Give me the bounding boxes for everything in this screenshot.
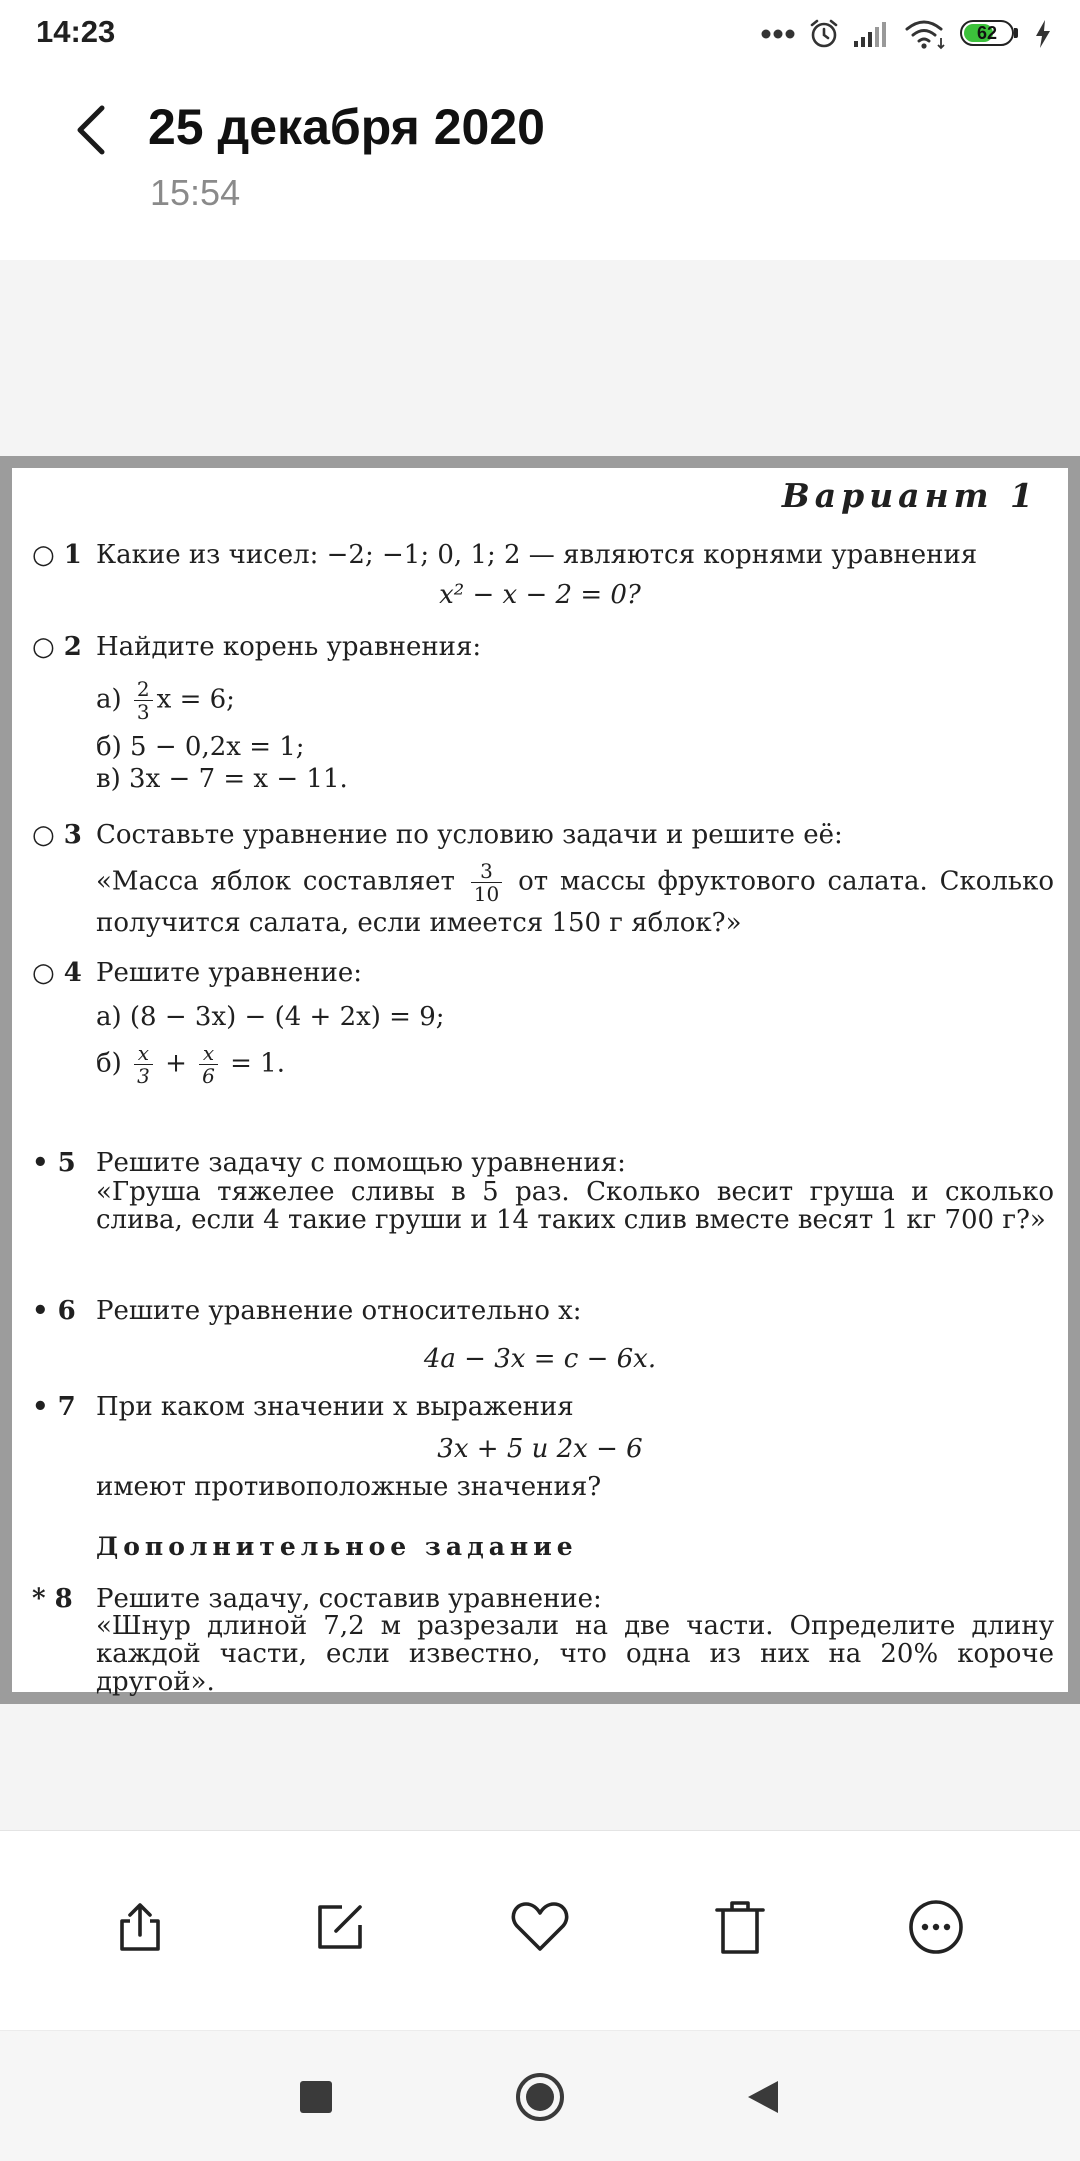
task3-paragraph <box>96 860 1054 941</box>
status-icons <box>760 14 1052 54</box>
wifi-icon <box>904 18 948 50</box>
back-icon <box>744 2078 780 2116</box>
battery-level: 62 <box>976 23 998 43</box>
charging-icon <box>1034 19 1052 49</box>
fraction-numerator: 2 <box>134 678 153 701</box>
back-nav-button[interactable] <box>730 2065 794 2129</box>
header <box>0 66 1080 261</box>
system-nav-bar <box>0 2030 1080 2161</box>
chevron-left-icon <box>73 104 107 156</box>
task4-text: Решите уравнение: <box>96 958 363 988</box>
page-title: 25 декабря 2020 <box>148 99 545 155</box>
task2-marker: ○ 2 <box>32 632 82 662</box>
recents-icon <box>298 2079 334 2115</box>
task2-a-rest: x = 6; <box>156 684 235 715</box>
worksheet-page <box>12 468 1068 1697</box>
back-button[interactable] <box>62 96 118 164</box>
task7-marker: • 7 <box>32 1392 76 1422</box>
variant-heading: Вариант 1 <box>781 476 1038 515</box>
fraction-denominator: 6 <box>202 1064 215 1088</box>
task6-text: Решите уравнение относительно x: <box>96 1296 582 1326</box>
task3-text-start: «Масса яблок составляет <box>96 866 455 897</box>
task3-text: Составьте уравнение по условию задачи и решите её: <box>96 820 843 850</box>
more-button[interactable] <box>896 1887 976 1967</box>
photo[interactable] <box>0 456 1080 1704</box>
fraction-numerator: x <box>199 1042 218 1065</box>
task2-c: в) 3x − 7 = x − 11. <box>96 764 348 794</box>
task7-expression: 3x + 5 и 2x − 6 <box>437 1434 643 1464</box>
task6-equation: 4a − 3x = c − 6x. <box>423 1344 657 1374</box>
more-dots-icon <box>760 28 796 40</box>
task4-b <box>96 1042 285 1087</box>
trash-icon <box>713 1898 767 1956</box>
fraction <box>471 860 502 905</box>
task2-a <box>96 678 235 723</box>
status-bar <box>0 0 1080 66</box>
recents-button[interactable] <box>284 2065 348 2129</box>
fraction <box>134 678 153 723</box>
delete-button[interactable] <box>700 1887 780 1967</box>
task8-paragraph: «Шнур длиной 7,2 м разрезали на две части. Определите длину каждой части, если известно, что одна из них на 20% короче другой». <box>96 1611 1054 1697</box>
fraction <box>134 1042 153 1087</box>
task5-marker: • 5 <box>32 1148 76 1178</box>
task1-text: Какие из чисел: −2; −1; 0, 1; 2 — являются корнями уравнения <box>96 540 978 570</box>
task2-a-prefix: а) <box>96 684 122 715</box>
home-button[interactable] <box>508 2065 572 2129</box>
task2-b: б) 5 − 0,2x = 1; <box>96 732 305 762</box>
status-time: 14:23 <box>36 14 116 49</box>
image-viewer[interactable] <box>0 260 1080 1830</box>
task1-marker: ○ 1 <box>32 540 82 570</box>
home-icon <box>514 2071 566 2123</box>
task3-marker: ○ 3 <box>32 820 82 850</box>
task8-marker: * 8 <box>32 1584 73 1614</box>
fraction-denominator: 3 <box>136 700 150 724</box>
battery-icon <box>960 20 1022 48</box>
edit-icon <box>312 1899 368 1955</box>
favorite-button[interactable] <box>500 1887 580 1967</box>
fraction-denominator: 10 <box>473 882 500 906</box>
task5-paragraph: «Груша тяжелее сливы в 5 раз. Сколько весит груша и сколько слива, если 4 такие груши и 14 таких слив вместе весят 1 кг 700 г?» <box>96 1177 1054 1235</box>
task5-text: Решите задачу с помощью уравнения: <box>96 1148 626 1178</box>
page-subtitle: 15:54 <box>150 172 241 213</box>
signal-icon <box>852 19 892 49</box>
task3-text-end: от массы фруктового салата. Сколько получится салата, если имеется 150 г яблок?» <box>96 866 1054 938</box>
task2-text: Найдите корень уравнения: <box>96 632 482 662</box>
share-icon <box>112 1899 168 1955</box>
task8-text: Решите задачу, составив уравнение: <box>96 1584 602 1614</box>
task4-b-rest: = 1. <box>230 1048 285 1079</box>
share-button[interactable] <box>100 1887 180 1967</box>
task4-marker: ○ 4 <box>32 958 82 988</box>
plus-sign: + <box>165 1048 187 1079</box>
task1-equation: x² − x − 2 = 0? <box>439 580 641 610</box>
fraction <box>199 1042 218 1087</box>
task7-text: При каком значении x выражения <box>96 1392 574 1422</box>
bottom-toolbar <box>0 1830 1080 2031</box>
task4-a: а) (8 − 3x) − (4 + 2x) = 9; <box>96 1002 445 1032</box>
extra-task-heading: Дополнительное задание <box>96 1532 578 1561</box>
task6-marker: • 6 <box>32 1296 76 1326</box>
more-icon <box>907 1898 965 1956</box>
fraction-numerator: x <box>134 1042 153 1065</box>
alarm-icon <box>808 18 840 50</box>
fraction-denominator: 3 <box>137 1064 150 1088</box>
heart-icon <box>511 1901 569 1953</box>
edit-button[interactable] <box>300 1887 380 1967</box>
task7-text-2: имеют противоположные значения? <box>96 1472 602 1502</box>
task4-b-prefix: б) <box>96 1048 122 1079</box>
fraction-numerator: 3 <box>471 860 502 883</box>
